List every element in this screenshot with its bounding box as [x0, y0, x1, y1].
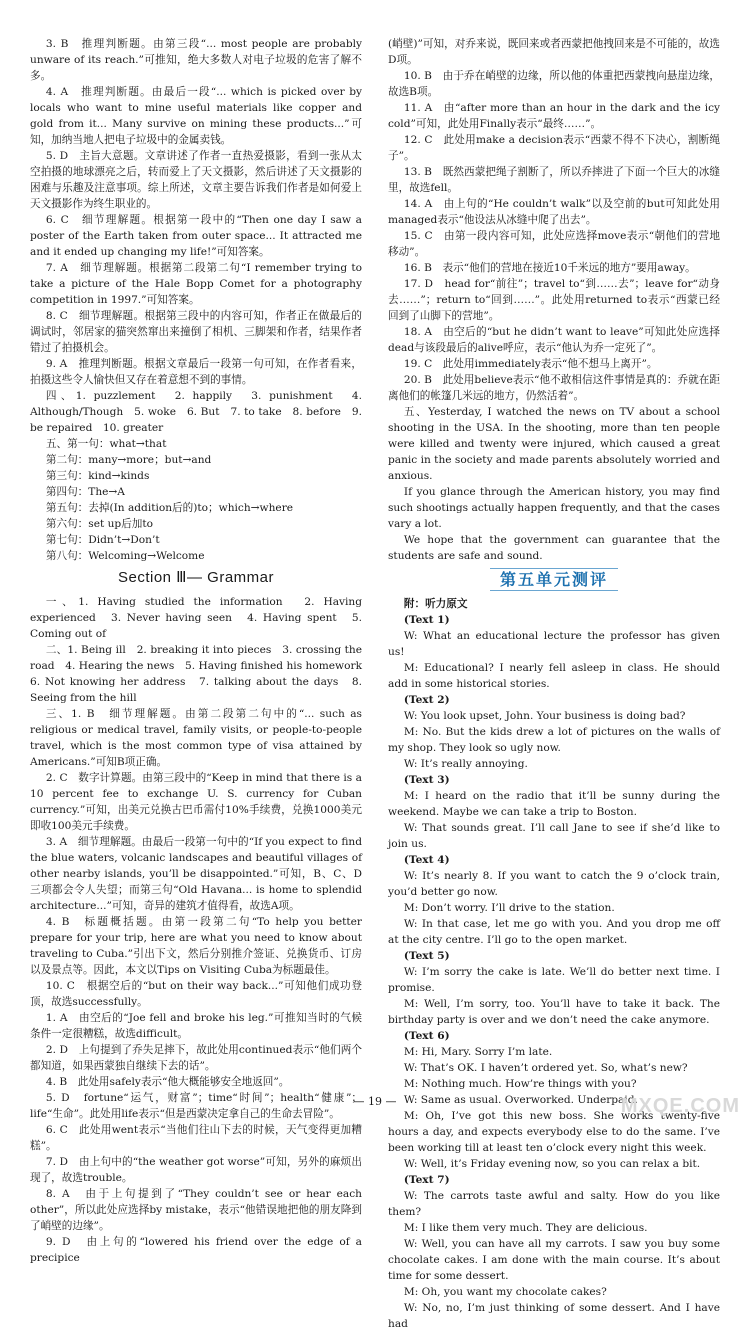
answers-reading [30, 36, 362, 388]
unit-title [388, 572, 720, 588]
dialogue-line: M: No. But the kids drew a lot of pictures on the walls of my shop. They look so ugly now. [388, 726, 720, 754]
answer-item: 6. C 此处用went表示“当他们往山下去的时候，天气变得更加糟糕”。 [30, 1124, 362, 1152]
dialogue-line: W: That sounds great. I’ll call Jane to see if she’d like to join us. [388, 822, 720, 850]
correction-item: 第四句：The→A [45, 486, 125, 498]
answer-item: 19. C 此处用immediately表示“他不想马上离开”。 [403, 358, 658, 370]
error-correction-list [30, 436, 362, 564]
text-tag: (Text 4) [403, 854, 450, 866]
dialogue-line: M: Hi, Mary. Sorry I’m late. [403, 1046, 553, 1058]
dialogue-line: W: Well, you can have all my carrots. I saw you buy some chocolate cakes. I am done with the main course. It’s about time for some dessert. [388, 1238, 720, 1282]
dialogue-line: M: Well, I’m sorry, too. You’ll have to take it back. The birthday party is over and we don’t need the cake anymore. [388, 998, 720, 1026]
writing-paragraph: We hope that the government can guarantee that the students are safe and sound. [388, 534, 720, 562]
text-tag: (Text 1) [403, 614, 450, 626]
listening-title: 附：听力原文 [403, 598, 468, 610]
answer-item: 4. B 标题概括题。由第一段第二句“To help you better prepare for your trip, here are what you need to know about traveling to Cuba.”引出下文，然后分别推介签证、兑换货币、订房以及景点等。因此，本文以Tips on Visiting Cuba为标题最佳。 [30, 916, 362, 976]
dialogue-line: M: Nothing much. How’re things with you? [403, 1078, 637, 1090]
correction-item: 第六句：set up后加to [45, 518, 154, 530]
text-tag: (Text 7) [403, 1174, 450, 1186]
answer-item: 8. A 由于上句提到了“They couldn’t see or hear each other”，所以此处应选择by mistake，表示“他错误地把他的朋友降到了峭壁的边缘”。 [30, 1188, 362, 1232]
dialogue-line: M: Oh, you want my chocolate cakes? [403, 1286, 607, 1298]
answer-item: 14. A 由上句的“He couldn’t walk”以及空前的but可知此处用managed表示“他设法从冰缝中爬了出去”。 [388, 198, 720, 226]
dialogue-line: M: I like them very much. They are delicious. [403, 1222, 648, 1234]
correction-item: 第五句：去掉(In addition后的)to；which→where [45, 502, 294, 514]
correction-item: 第二句：many→more；but→and [45, 454, 212, 466]
answer-item: 5. D 主旨大意题。文章讲述了作者一直热爱摄影，看到一张从太空拍摄的地球漂亮之后，转而爱上了天文摄影，然后讲述了天文摄影的困难与乐趣及注意事项。综上所述，文章主要告诉我们作者是如何爱上天文摄影作为终生职业的。 [30, 150, 362, 210]
grammar-part-two: 二、1. Being ill 2. breaking it into pieces 3. crossing the road 4. Hearing the news 5. Having finished his homework 6. Not knowing her address 7. talking about the days 8. Seeing from the hill [30, 644, 373, 704]
unit-title-text: 第五单元测评 [490, 568, 618, 591]
answer-item: 4. B 此处用safely表示“他大概能够安全地返回”。 [45, 1076, 290, 1088]
answer-item: 11. A 由“after more than an hour in the dark and the icy cold”可知，此处用Finally表示“最终……”。 [388, 102, 720, 130]
writing-paragraph: If you glance through the American history, you may find such shootings actually happen frequently, and that the cases vary a lot. [388, 486, 720, 530]
answer-item: 9. D 由上句的“lowered his friend over the edge of a precipice [30, 1236, 362, 1264]
answer-item: 17. D head for“前往”；travel to“到……去”；leave for“动身去……”；return to“回到……”。此处用returned to表示“西蒙已经回到了山脚下的营地”。 [388, 278, 720, 322]
right-column [388, 36, 720, 1332]
answer-item: 9. A 推理判断题。根据文章最后一段第一句可知，在作者看来，拍摄这些令人愉快但又存在着意想不到的事情。 [30, 358, 362, 386]
correction-item: 第七句：Didn’t→Don’t [45, 534, 160, 546]
text-tag: (Text 2) [403, 694, 450, 706]
dialogue-line: W: In that case, let me go with you. And you drop me off at the city centre. I’ll go to the open market. [388, 918, 720, 946]
dialogue-line: W: Well, it’s Friday evening now, so you can relax a bit. [403, 1158, 701, 1170]
answer-item: 13. B 既然西蒙把绳子割断了，所以乔摔进了下面一个巨大的冰缝里，故选fell。 [388, 166, 720, 194]
dialogue-line: W: It’s really annoying. [403, 758, 528, 770]
answer-item: 5. D fortune“运气，财富”；time“时间”；health“健康”；life“生命”。此处用life表示“但是西蒙决定拿自己的生命去冒险”。 [30, 1092, 362, 1120]
answer-item: 1. A 由空后的“Joe fell and broke his leg.”可推知当时的气候条件一定很糟糕，故选difficult。 [30, 1012, 362, 1040]
answer-item: 18. A 由空后的“but he didn’t want to leave”可知此处应选择dead与该段最后的alive呼应，表示“他认为乔一定死了”。 [388, 326, 720, 354]
correction-item: 第三句：kind→kinds [45, 470, 150, 482]
dialogue-line: W: I’m sorry the cake is late. We’ll do better next time. I promise. [388, 966, 720, 994]
answers-reading-b [30, 706, 362, 1266]
dialogue-line: W: What an educational lecture the professor has given us! [388, 630, 720, 658]
correction-item: 第八句：Welcoming→Welcome [45, 550, 205, 562]
answer-item: (峭壁)”可知，对乔来说，既回来或者西蒙把他拽回来是不可能的，故选D项。 [388, 38, 720, 66]
dialogue-line: W: It’s nearly 8. If you want to catch the 9 o’clock train, you’d better go now. [388, 870, 720, 898]
dialogue-line: W: You look upset, John. Your business is doing bad? [403, 710, 686, 722]
answer-item: 6. C 细节理解题。根据第一段中的“Then one day I saw a poster of the Earth taken from outer space... It attracted me and it ended up changing my life!”可知答案。 [30, 214, 362, 258]
dialogue-line: W: That’s OK. I haven’t ordered yet. So, what’s new? [403, 1062, 688, 1074]
listening-transcript [388, 612, 720, 1332]
writing-paragraph: 五、Yesterday, I watched the news on TV about a school shooting in the USA. In the shooting, more than ten people were killed and twenty were injured, which caused a great panic in the society and made parents absolutely worried and anxious. [388, 406, 720, 482]
two-column-layout [30, 36, 720, 1332]
section-title: Section Ⅲ— Grammar [117, 569, 275, 586]
text-tag: (Text 6) [403, 1030, 450, 1042]
watermark-logo: MXQE.COM [620, 1095, 740, 1117]
answer-item: 8. C 细节理解题。根据第三段中的内容可知，作者正在做最后的调试时，邻居家的猫突然窜出来撞倒了相机、三脚架和作者，结果作者错过了拍摄机会。 [30, 310, 362, 354]
answer-item: 三、1. B 细节理解题。由第二段第二句中的“... such as religious or medical travel, family visits, or people-to-people travel, which is the most common type of visa attained by Americans.”可知B项正确。 [30, 708, 362, 768]
answer-item: 2. C 数字计算题。由第三段中的“Keep in mind that there is a 10 percent fee to exchange U. S. currency for Cuban currency.”可知，出美元兑换古巴币需付10%手续费，兑换1000美元即收100美元手续费。 [30, 772, 362, 832]
dialogue-line: M: I heard on the radio that it’ll be sunny during the weekend. Maybe we can take a trip to Boston. [388, 790, 720, 818]
dialogue-line: M: Oh, I’ve got this new boss. She works twenty-five hours a day, and expects everybody else to do the same. I’ve been working till at least ten o’clock every night this week. [388, 1110, 720, 1154]
answer-item: 7. D 由上句中的“the weather got worse”可知，另外的麻烦出现了，故选trouble。 [30, 1156, 362, 1184]
dialogue-line: M: Don’t worry. I’ll drive to the station. [403, 902, 615, 914]
answer-item: 10. C 根据空后的“but on their way back...”可知他们成功登顶，故选successfully。 [30, 980, 362, 1008]
correction-item: 五、第一句：what→that [45, 438, 167, 450]
text-tag: (Text 3) [403, 774, 450, 786]
dialogue-line: W: Same as usual. Overworked. Underpaid. [403, 1094, 638, 1106]
answer-item: 20. B 此处用believe表示“他不敢相信这件事情是真的：乔就在距离他们的帐篷几米远的地方，仍然活着”。 [388, 374, 720, 402]
text-tag: (Text 5) [403, 950, 450, 962]
answers-cloze [388, 36, 720, 564]
dialogue-line: W: The carrots taste awful and salty. How do you like them? [388, 1190, 720, 1218]
answer-item: 10. B 由于乔在峭壁的边缘，所以他的体重把西蒙拽向悬崖边缘，故选B项。 [388, 70, 720, 98]
answer-item: 7. A 细节理解题。根据第二段第二句“I remember trying to take a picture of the Hale Bopp Comet for a photography competition in 1997.”可知答案。 [30, 262, 362, 306]
answer-item: 12. C 此处用make a decision表示“西蒙不得不下决心，割断绳子”。 [388, 134, 720, 162]
page-number: — 19 — [353, 1095, 397, 1108]
answer-item: 3. B 推理判断题。由第三段“... most people are probably unware of its reach.”可推知，绝大多数人对电子垃圾的危害了解不多。 [30, 38, 362, 82]
dialogue-line: M: Educational? I nearly fell asleep in class. He should add in some historical stories. [388, 662, 720, 690]
answer-item: 4. A 推理判断题。由最后一段“... which is picked over by locals who want to mine useful materials like copper and gold from it... Many survive on mining these products...”可知，加纳当地人把电子垃圾中的金属卖钱。 [30, 86, 362, 146]
answer-item: 3. A 细节理解题。由最后一段第一句中的“If you expect to find the blue waters, volcanic landscapes and beautiful villages of other nearby islands, you’ll be disappointed.”可知，B、C、D三项都会令人失望；而第三句“Old Havana... is home to splendid architecture...”可知，奇异的建筑才值得看，故选A项。 [30, 836, 362, 912]
answer-item: 15. C 由第一段内容可知，此处应选择move表示“朝他们的营地移动”。 [388, 230, 720, 258]
answer-item: 16. B 表示“他们的营地在接近10千米远的地方”要用away。 [403, 262, 696, 274]
grammar-part-one: 一、1. Having studied the information 2. Having experienced 3. Never having seen 4. Having spent 5. Coming out of [30, 596, 362, 640]
blank-filling-answers: 四、1. puzzlement 2. happily 3. punishment 4. Although/Though 5. woke 6. But 7. to take 8. before 9. be repaired 10. greater [30, 390, 362, 434]
dialogue-line: W: No, no, I’m just thinking of some dessert. And I have had [388, 1302, 720, 1330]
left-column [30, 36, 373, 1332]
answer-item: 2. D 上句提到了乔失足摔下，故此处用continued表示“他们两个都知道，如果西蒙独自继续下去的话”。 [30, 1044, 362, 1072]
